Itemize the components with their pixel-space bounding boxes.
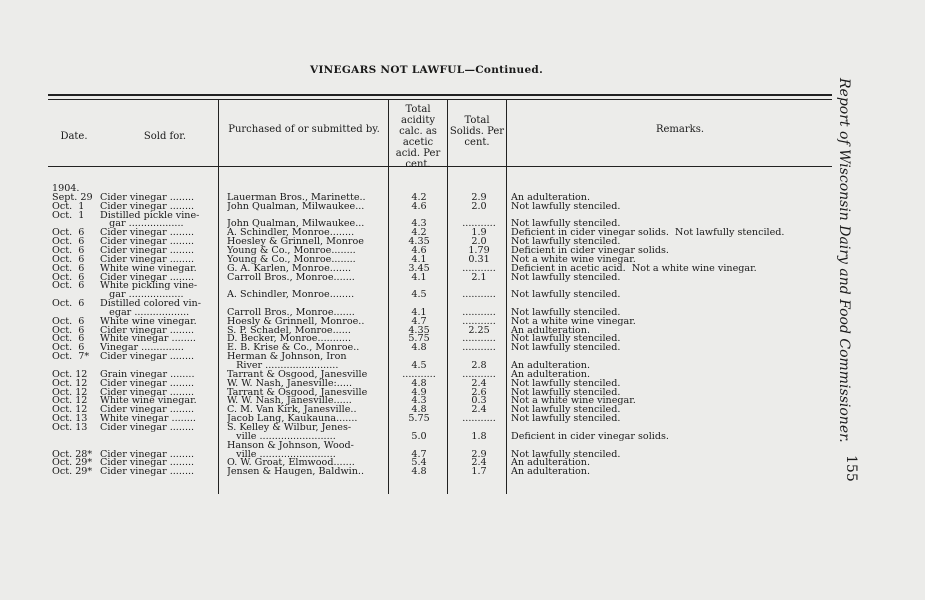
row-sold-for: Cider vinegar ........ — [100, 458, 195, 468]
header-acidity: Total acidity calc. as acetic acid. Per cent. — [395, 104, 441, 170]
row-acidity: 4.1 — [411, 253, 427, 265]
row-acidity: 4.8 — [411, 342, 427, 354]
row-purchased: G. A. Karlen, Monroe....... — [227, 263, 352, 273]
row-purchased: Tarrant & Osgood, Janesville — [227, 369, 368, 379]
row-solids: 2.1 — [471, 271, 487, 283]
table-row — [48, 317, 838, 326]
row-acidity: 5.4 — [411, 457, 427, 469]
row-purchased: A. Schindler, Monroe........ — [227, 290, 355, 300]
row-solids: ........... — [462, 262, 496, 274]
header-sold-for: Sold for. — [143, 131, 187, 142]
table-row — [48, 396, 838, 405]
row-sold-for: Cider vinegar ........ — [100, 352, 195, 362]
row-remarks: An adulteration. — [511, 324, 591, 336]
row-purchased: Hanson & Johnson, Wood- — [227, 440, 354, 450]
table-row — [48, 370, 838, 379]
row-date: Oct. 12 — [52, 377, 88, 389]
row-sold-for: Cider vinegar ........ — [100, 467, 195, 477]
row-remarks: An adulteration. — [511, 466, 591, 478]
row-solids: 2.9 — [471, 191, 487, 203]
row-sold-for: Distilled colored vin- — [100, 299, 201, 309]
row-date: Oct. 6 — [52, 342, 85, 354]
row-purchased: River ........................ — [227, 361, 339, 370]
row-sold-for: Cider vinegar ........ — [100, 245, 195, 255]
row-solids: 1.7 — [471, 466, 487, 478]
row-sold-for: Cider vinegar ........ — [100, 405, 195, 415]
row-date: Oct. 12 — [52, 368, 88, 380]
row-date: Oct. 6 — [52, 244, 85, 256]
row-date: Oct. 28* — [52, 448, 93, 460]
row-remarks: Deficient in cider vinegar solids. — [511, 430, 669, 442]
row-remarks: Not lawfully stenciled. — [511, 306, 621, 318]
row-date: Oct. 6 — [52, 298, 85, 310]
row-solids: ........... — [462, 368, 496, 380]
table-row — [48, 334, 838, 343]
row-solids: 2.8 — [471, 360, 487, 371]
row-purchased: A. Schindler, Monroe........ — [227, 228, 355, 238]
row-solids: 1.8 — [471, 430, 487, 442]
header-date: Date. — [60, 131, 88, 142]
row-solids: ........... — [462, 306, 496, 318]
row-remarks: Not lawfully stenciled. — [511, 289, 621, 301]
row-date: Oct. 6 — [52, 280, 85, 292]
row-sold-for: Cider vinegar ........ — [100, 192, 195, 202]
row-sold-for: gar .................. — [100, 290, 184, 300]
table-row — [48, 264, 838, 273]
table-row — [48, 379, 838, 388]
row-acidity: 4.9 — [411, 386, 427, 398]
row-purchased: S. Kelley & Wilbur, Jenes- — [227, 422, 352, 432]
table-row — [48, 299, 838, 308]
row-sold-for: Cider vinegar ........ — [100, 325, 195, 335]
row-sold-for: Cider vinegar ........ — [100, 449, 195, 459]
table-row — [48, 202, 838, 211]
row-purchased: S. P. Schadel, Monroe...... — [227, 325, 351, 335]
row-solids: ........... — [462, 342, 496, 354]
row-purchased: Jensen & Haugen, Baldwin.. — [227, 467, 365, 477]
table-row — [48, 343, 838, 352]
row-acidity: 4.8 — [411, 377, 427, 389]
row-purchased: Young & Co., Monroe........ — [227, 245, 356, 255]
row-date: Oct. 13 — [52, 421, 88, 433]
row-solids: 0.31 — [468, 253, 490, 265]
row-sold-for: White vinegar ........ — [100, 334, 196, 344]
table-row — [48, 290, 838, 299]
table-row — [48, 441, 838, 450]
row-sold-for: Cider vinegar ........ — [100, 387, 195, 397]
row-remarks: Not lawfully stenciled. — [511, 413, 621, 425]
row-remarks: Not lawfully stenciled. — [511, 404, 621, 416]
row-solids: 1.9 — [471, 227, 487, 239]
row-remarks: Not lawfully stenciled. — [511, 271, 621, 283]
row-purchased: ville ......................... — [227, 431, 336, 441]
row-purchased: Carroll Bros., Monroe....... — [227, 307, 355, 317]
row-purchased: John Qualman, Milwaukee... — [227, 219, 365, 229]
row-date: Oct. 29* — [52, 457, 93, 469]
row-remarks: Not a white wine vinegar. — [511, 395, 636, 407]
row-date: Oct. 12 — [52, 404, 88, 416]
side-running-title: Report of Wisconsin Dairy and Food Commissioner. — [836, 78, 852, 443]
row-acidity: 4.7 — [411, 315, 427, 327]
row-solids: ........... — [462, 413, 496, 425]
table-row — [48, 273, 838, 282]
row-acidity: 4.1 — [411, 306, 427, 318]
row-remarks: Deficient in cider vinegar solids. — [511, 244, 669, 256]
row-date: Oct. 6 — [52, 333, 85, 345]
header-purchased: Purchased of or submitted by. — [228, 124, 380, 135]
table-row — [48, 326, 838, 335]
row-remarks: Not lawfully stenciled. — [511, 218, 621, 230]
row-remarks: An adulteration. — [511, 368, 591, 380]
table-row — [48, 361, 838, 370]
row-solids: 2.4 — [471, 377, 487, 389]
row-date: Oct. 6 — [52, 262, 85, 274]
row-sold-for: Cider vinegar ........ — [100, 272, 195, 282]
row-purchased: Jacob Lang, Kaukauna....... — [227, 414, 358, 424]
row-acidity: 4.7 — [411, 448, 427, 460]
row-remarks: Not lawfully stenciled. — [511, 448, 621, 460]
row-sold-for: White pickling vine- — [100, 281, 198, 291]
row-acidity: 4.5 — [411, 289, 427, 301]
row-date: Oct. 6 — [52, 271, 85, 283]
row-date: Oct. 6 — [52, 253, 85, 265]
table-row — [48, 211, 838, 220]
row-sold-for: Distilled pickle vine- — [100, 210, 200, 220]
header-solids: Total Solids. Per cent. — [449, 115, 505, 148]
table-row — [48, 352, 838, 361]
row-acidity: 5.75 — [408, 333, 430, 345]
row-acidity: 4.1 — [411, 271, 427, 283]
row-date: Oct. 1 — [52, 209, 85, 221]
row-date: Oct. 6 — [52, 236, 85, 248]
row-acidity: 4.3 — [411, 218, 427, 230]
row-acidity: 4.2 — [411, 227, 427, 239]
table-row — [48, 432, 838, 441]
row-solids: 1.79 — [468, 244, 490, 256]
row-sold-for: White wine vinegar. — [100, 396, 197, 406]
row-sold-for: Grain vinegar ........ — [100, 369, 195, 379]
row-date: Oct. 6 — [52, 324, 85, 336]
row-purchased: C. M. Van Kirk, Janesville.. — [227, 405, 357, 415]
row-purchased: Hoesley & Grinnell, Monroe — [227, 237, 364, 247]
header-remarks: Remarks. — [655, 124, 705, 135]
row-solids: ........... — [462, 333, 496, 345]
table-row — [48, 388, 838, 397]
row-remarks: Deficient in acetic acid. Not a white wine vinegar. — [511, 262, 757, 274]
row-remarks: An adulteration. — [511, 457, 591, 469]
header-rule-second — [48, 99, 832, 100]
row-date: Oct. 13 — [52, 413, 88, 425]
table-row — [48, 450, 838, 459]
row-sold-for: White wine vinegar. — [100, 263, 197, 273]
row-sold-for: egar .................. — [100, 307, 190, 317]
table-row — [48, 467, 838, 476]
row-solids: 2.0 — [471, 200, 487, 212]
row-sold-for: White vinegar ........ — [100, 414, 196, 424]
row-date: Oct. 1 — [52, 200, 85, 212]
row-date: Oct. 12 — [52, 395, 88, 407]
row-remarks: Deficient in cider vinegar solids. Not lawfully stenciled. — [511, 227, 785, 239]
row-acidity: 4.35 — [408, 324, 430, 336]
page-title: VINEGARS NOT LAWFUL—Continued. — [310, 64, 544, 76]
row-solids: 2.4 — [471, 457, 487, 469]
row-solids: 0.3 — [471, 395, 487, 407]
row-sold-for: Cider vinegar ........ — [100, 422, 195, 432]
row-date: Sept. 29 — [52, 191, 93, 203]
row-sold-for: Cider vinegar ........ — [100, 228, 195, 238]
header-rule-top — [48, 94, 832, 96]
table-row — [48, 458, 838, 467]
row-purchased: Carroll Bros., Monroe....... — [227, 272, 355, 282]
row-solids: 2.6 — [471, 386, 487, 398]
row-remarks: Not a white wine vinegar. — [511, 253, 636, 265]
row-solids: ........... — [462, 289, 496, 301]
row-acidity: 4.8 — [411, 404, 427, 416]
table-row — [48, 281, 838, 290]
row-acidity: 5.0 — [411, 430, 427, 442]
row-remarks: An adulteration. — [511, 191, 591, 203]
row-remarks: Not a white wine vinegar. — [511, 315, 636, 327]
row-acidity: 4.8 — [411, 466, 427, 478]
row-sold-for: Cider vinegar ........ — [100, 237, 195, 247]
table-row — [48, 246, 838, 255]
row-acidity: 4.35 — [408, 236, 430, 248]
row-remarks: Not lawfully stenciled. — [511, 377, 621, 389]
row-purchased: D. Becker, Monroe........... — [227, 334, 352, 344]
row-acidity: 4.6 — [411, 244, 427, 256]
row-remarks: Not lawfully stenciled. — [511, 386, 621, 398]
row-solids: 2.4 — [471, 404, 487, 416]
row-purchased: Hoesly & Grinnell, Monroe.. — [227, 316, 365, 326]
row-purchased: ville ......................... — [227, 449, 336, 459]
table-row — [48, 423, 838, 432]
row-purchased: Tarrant & Osgood, Janesville — [227, 387, 368, 397]
row-date: Oct. 29* — [52, 466, 93, 478]
row-purchased: W. W. Nash, Janesville:..... — [227, 378, 353, 388]
row-solids: ........... — [462, 218, 496, 230]
table-row — [48, 414, 838, 423]
page-number: 155 — [843, 455, 859, 482]
row-purchased: Lauerman Bros., Marinette.. — [227, 192, 366, 202]
row-purchased: Herman & Johnson, Iron — [227, 352, 347, 362]
table-row — [48, 228, 838, 237]
row-remarks: Not lawfully stenciled. — [511, 342, 621, 354]
row-purchased: Young & Co., Monroe........ — [227, 254, 356, 264]
table-row — [48, 193, 838, 202]
row-purchased: E. B. Krise & Co., Monroe.. — [227, 343, 360, 353]
row-date: Oct. 12 — [52, 386, 88, 398]
row-sold-for: Cider vinegar ........ — [100, 201, 195, 211]
table-row — [48, 405, 838, 414]
row-solids: ........... — [462, 315, 496, 327]
row-solids: 2.25 — [468, 324, 490, 336]
row-remarks: Not lawfully stenciled. — [511, 236, 621, 248]
row-sold-for: Cider vinegar ........ — [100, 254, 195, 264]
row-remarks: An adulteration. — [511, 360, 591, 371]
row-purchased: W. W. Nash, Janesville...... — [227, 396, 352, 406]
row-sold-for: Cider vinegar ........ — [100, 378, 195, 388]
row-sold-for: White wine vinegar. — [100, 316, 197, 326]
row-solids: 2.9 — [471, 448, 487, 460]
row-sold-for: gar .................. — [100, 219, 184, 229]
row-date: Oct. 6 — [52, 315, 85, 327]
row-acidity: 4.3 — [411, 395, 427, 407]
row-acidity: 5.75 — [408, 413, 430, 425]
row-acidity: 4.2 — [411, 191, 427, 203]
table-row — [48, 184, 838, 193]
row-sold-for: Vinegar .............. — [100, 343, 184, 353]
row-acidity: 4.6 — [411, 200, 427, 212]
table-row — [48, 308, 838, 317]
row-remarks: Not lawfully stenciled. — [511, 200, 621, 212]
row-date: Oct. 7* — [52, 351, 90, 363]
row-date: 1904. — [52, 183, 80, 194]
row-purchased: O. W. Groat, Elmwood....... — [227, 458, 355, 468]
row-remarks: Not lawfully stenciled. — [511, 333, 621, 345]
row-acidity: ........... — [402, 368, 436, 380]
row-acidity: 3.45 — [408, 262, 430, 274]
table-row — [48, 237, 838, 246]
row-acidity: 4.5 — [411, 360, 427, 371]
row-date: Oct. 6 — [52, 227, 85, 239]
row-solids: 2.0 — [471, 236, 487, 248]
row-purchased: John Qualman, Milwaukee... — [227, 201, 365, 211]
